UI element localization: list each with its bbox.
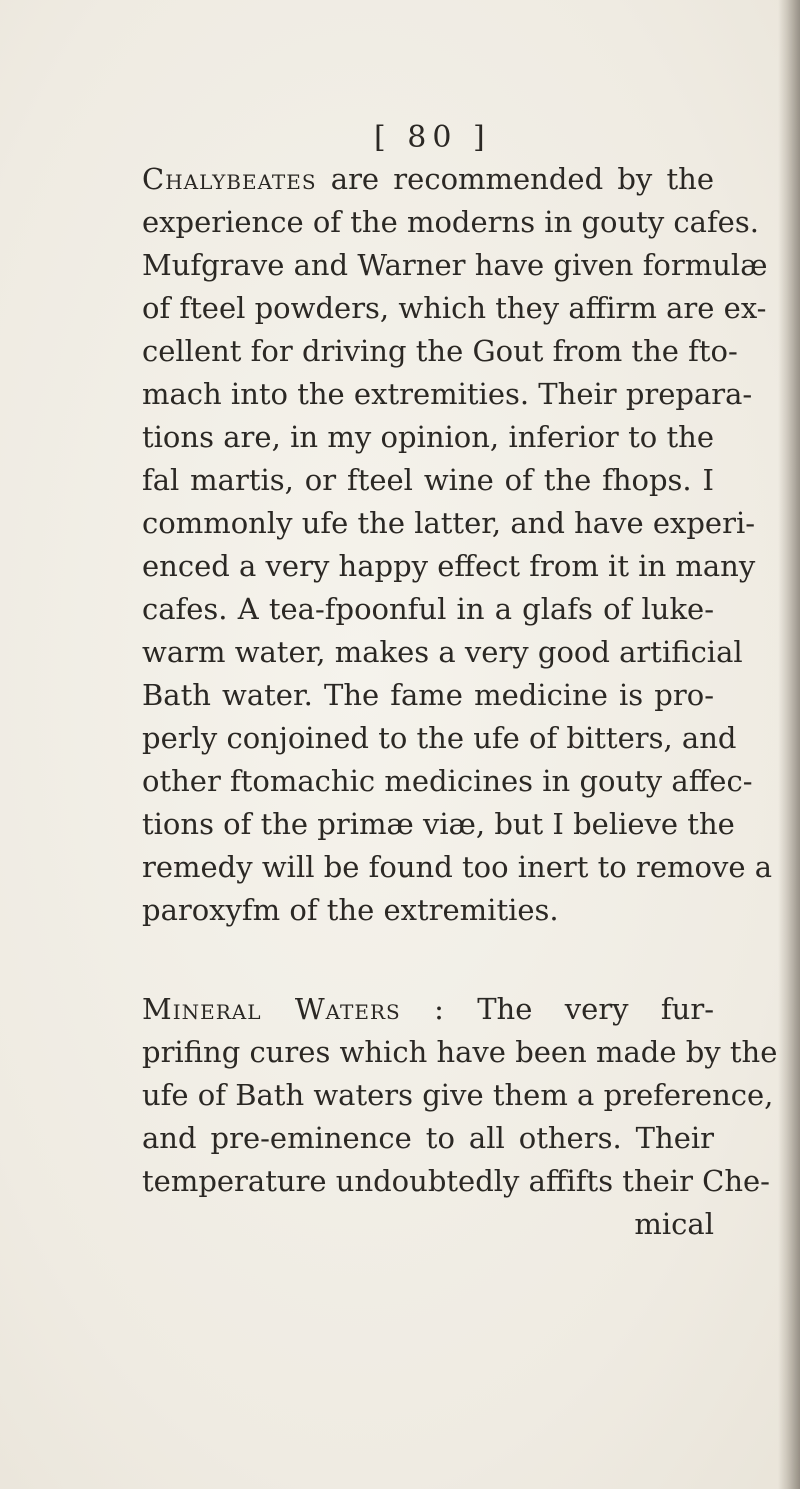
- text-line: cafes. A tea-fpoonful in a glafs of luke-: [142, 592, 714, 626]
- text-line: experience of the moderns in gouty cafes.: [142, 205, 759, 239]
- paragraph-lead: Chalybeates: [142, 162, 317, 196]
- text-line: ufe of Bath waters give them a preference,: [142, 1078, 774, 1112]
- text-line: remedy will be found too inert to remove a: [142, 850, 772, 884]
- text-line: paroxyfm of the extremities.: [142, 893, 559, 927]
- text-line: mach into the extremities. Their prepara-: [142, 377, 753, 411]
- text-line: warm water, makes a very good artificial: [142, 635, 743, 669]
- paragraph-gap: [142, 932, 714, 988]
- page-edge-shadow: [778, 0, 800, 1489]
- paragraph-lead: Mineral Waters :: [142, 992, 445, 1026]
- text-line: cellent for driving the Gout from the fto-: [142, 334, 738, 368]
- text-line: tions of the primæ viæ, but I believe the: [142, 807, 735, 841]
- text-line: temperature undoubtedly affifts their Che-: [142, 1164, 770, 1198]
- text-line: and pre-eminence to all others. Their: [142, 1121, 714, 1155]
- text-line: fal martis, or fteel wine of the fhops. I: [142, 463, 714, 497]
- text-line: prifing cures which have been made by the: [142, 1035, 778, 1069]
- text-line: enced a very happy effect from it in many: [142, 549, 756, 583]
- text-line: perly conjoined to the ufe of bitters, and: [142, 721, 737, 755]
- text-line: commonly ufe the latter, and have experi-: [142, 506, 756, 540]
- body-text: [142, 158, 778, 1246]
- text-line: other ftomachic medicines in gouty affec-: [142, 764, 753, 798]
- page-number: [ 80 ]: [374, 120, 491, 155]
- text-line: Mineral Waters : The very fur-: [142, 992, 715, 1026]
- text-line: tions are, in my opinion, inferior to the: [142, 420, 714, 454]
- text-line: Mufgrave and Warner have given formulæ: [142, 248, 768, 282]
- text-line: Chalybeates are recommended by the: [142, 162, 714, 196]
- text-line: Bath water. The fame medicine is pro-: [142, 678, 714, 712]
- catchword: mical: [634, 1207, 714, 1241]
- text-line: of fteel powders, which they affirm are ex-: [142, 291, 767, 325]
